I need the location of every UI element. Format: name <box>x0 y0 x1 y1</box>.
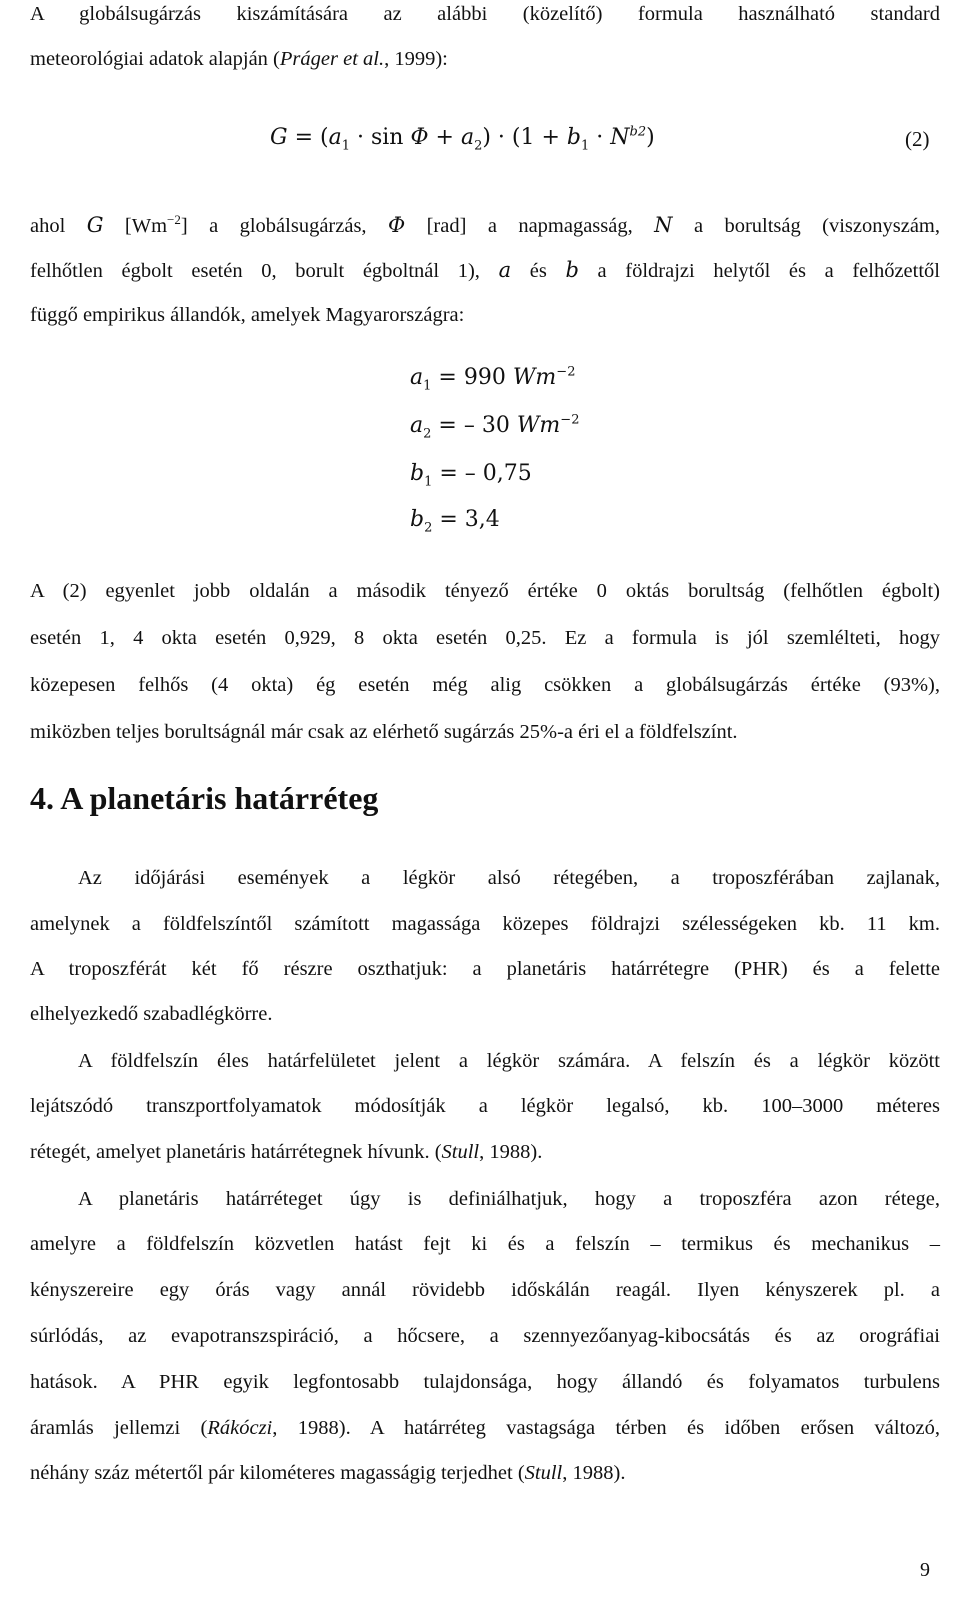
const-value: = – 30 <box>431 413 517 438</box>
eq-symbol-N: N <box>610 125 630 150</box>
eq-operator: + <box>428 125 461 150</box>
def-symbol-b: b <box>565 258 579 282</box>
para2-line-4: elhelyezkedő szabadlégkörre. <box>30 1003 273 1025</box>
intro-text: meteorológiai adatok alapján ( <box>30 48 280 70</box>
page-number: 9 <box>920 1559 930 1581</box>
citation-author: Stull <box>441 1141 480 1163</box>
const-symbol: b <box>410 461 425 486</box>
def-text: függő empirikus állandók, amelyek Magyarországra: <box>30 304 465 326</box>
const-value: = 990 <box>431 365 513 390</box>
def-symbol-a: a <box>498 258 512 282</box>
def-text: [rad] a napmagasság, <box>405 215 655 237</box>
para3-line-3 <box>30 1140 940 1164</box>
citation-year: , 1988). <box>479 1141 543 1163</box>
para4-line-1: A planetáris határréteget úgy is definiálhatjuk, hogy a troposzféra azon rétege, <box>78 1188 940 1210</box>
def-superscript: −2 <box>167 212 181 228</box>
citation-author: Stull <box>524 1462 563 1484</box>
para-text: , 1988). A határréteg vastagsága térben és időben erősen változó, <box>272 1417 940 1439</box>
eq-operator: · <box>589 125 611 150</box>
definitions-line-2 <box>30 258 940 283</box>
const-unit: Wm <box>516 413 561 438</box>
def-text: a földrajzi helytől és a felhőzettől <box>578 260 940 282</box>
eq-operator: ) <box>646 125 655 150</box>
def-text: ] a globálsugárzás, <box>180 215 388 237</box>
def-text: [Wm <box>103 215 168 237</box>
para1-line-4: miközben teljes borultságnál már csak az elérhető sugárzás 25%-a éri el a földfelszínt. <box>30 721 738 743</box>
const-value: = 3,4 <box>432 507 500 532</box>
eq-subscript: 1 <box>581 138 590 154</box>
eq-symbol-b1: b <box>566 125 581 150</box>
eq-symbol-phi: Φ <box>410 125 429 150</box>
section-heading: 4. A planetáris határréteg <box>30 780 379 816</box>
para4-line-2: amelyre a földfelszín közvetlen hatást fejt ki és a felszín – termikus és mechanikus – <box>30 1233 940 1255</box>
citation-year: , 1999): <box>384 48 448 70</box>
const-exponent: −2 <box>556 364 576 380</box>
equation-2 <box>270 124 655 154</box>
def-symbol-phi: Φ <box>387 213 406 237</box>
def-text: a borultság (viszonyszám, <box>672 215 940 237</box>
def-symbol-N: N <box>654 213 673 237</box>
para4-line-3: kényszereire egy órás vagy annál rövidebb időskálán reagál. Ilyen kényszerek pl. a <box>30 1279 940 1301</box>
para1-line-3: közepesen felhős (4 okta) ég esetén még alig csökken a globálsugárzás értéke (93%), <box>30 674 940 696</box>
const-symbol: a <box>410 365 424 390</box>
eq-operator: ) · (1 + <box>482 125 567 150</box>
eq-subscript: 2 <box>474 138 483 154</box>
constant-a1 <box>410 364 576 394</box>
citation-author: Práger et al. <box>279 48 385 70</box>
eq-symbol-a2: a <box>460 125 475 150</box>
intro-text: A globálsugárzás kiszámítására az alábbi (közelítő) formula használható standard <box>30 3 940 25</box>
const-subscript: 1 <box>424 474 433 490</box>
para4-line-7 <box>30 1461 940 1485</box>
def-text: ahol <box>30 215 87 237</box>
para1-line-2: esetén 1, 4 okta esetén 0,929, 8 okta esetén 0,25. Ez a formula is jól szemlélteti, hogy <box>30 627 940 649</box>
const-exponent: −2 <box>560 412 580 428</box>
const-symbol: a <box>410 413 424 438</box>
citation-author: Rákóczi <box>207 1417 273 1439</box>
eq-operator: · sin <box>350 125 411 150</box>
eq-symbol-G: G <box>270 125 288 150</box>
const-subscript: 2 <box>424 520 433 536</box>
para1-line-1: A (2) egyenlet jobb oldalán a második tényező értéke 0 oktás borultság (felhőtlen égbolt) <box>30 580 940 602</box>
def-text: és <box>511 260 566 282</box>
def-text: felhőtlen égbolt esetén 0, borult égboltnál 1), <box>30 260 499 282</box>
eq-symbol-a1: a <box>328 125 342 150</box>
const-symbol: b <box>410 507 425 532</box>
para4-line-4: súrlódás, az evapotranszspiráció, a hőcsere, a szennyezőanyag-kibocsátás és az orográfiai <box>30 1325 940 1347</box>
constant-b2 <box>410 507 500 536</box>
const-subscript: 1 <box>423 378 432 394</box>
intro-line-1 <box>30 2 940 26</box>
citation-year: , 1988). <box>562 1462 626 1484</box>
equation-number: (2) <box>905 127 930 151</box>
def-symbol-G: G <box>86 213 104 237</box>
para4-line-6 <box>30 1416 940 1440</box>
para3-line-1: A földfelszín éles határfelületet jelent a légkör számára. A felszín és a légkör között <box>78 1050 940 1072</box>
eq-operator: = ( <box>287 125 329 150</box>
constant-b1 <box>410 461 532 490</box>
eq-exponent: b2 <box>629 124 647 140</box>
constant-a2 <box>410 412 580 442</box>
const-unit: Wm <box>512 365 557 390</box>
para-text: néhány száz métertől pár kilométeres magasságig terjedhet ( <box>30 1462 525 1484</box>
para-text: rétegét, amelyet planetáris határrétegnek hívunk. ( <box>30 1141 442 1163</box>
intro-line-2 <box>30 47 940 71</box>
para2-line-3: A troposzférát két fő részre oszthatjuk: a planetáris határrétegre (PHR) és a felette <box>30 958 940 980</box>
para2-line-1: Az időjárási események a légkör alsó rétegében, a troposzférában zajlanak, <box>78 867 940 889</box>
para2-line-2: amelynek a földfelszíntől számított magassága közepes földrajzi szélességeken kb. 11 km. <box>30 913 940 935</box>
const-subscript: 2 <box>423 426 432 442</box>
para3-line-2: lejátszódó transzportfolyamatok módosítják a légkör legalsó, kb. 100–3000 méteres <box>30 1095 940 1117</box>
para-text: áramlás jellemzi ( <box>30 1417 208 1439</box>
eq-subscript: 1 <box>341 138 350 154</box>
definitions-line-3 <box>30 303 940 327</box>
para4-line-5: hatások. A PHR egyik legfontosabb tulajdonsága, hogy állandó és folyamatos turbulens <box>30 1371 940 1393</box>
const-value: = – 0,75 <box>432 461 532 486</box>
definitions-line-1 <box>30 213 940 238</box>
